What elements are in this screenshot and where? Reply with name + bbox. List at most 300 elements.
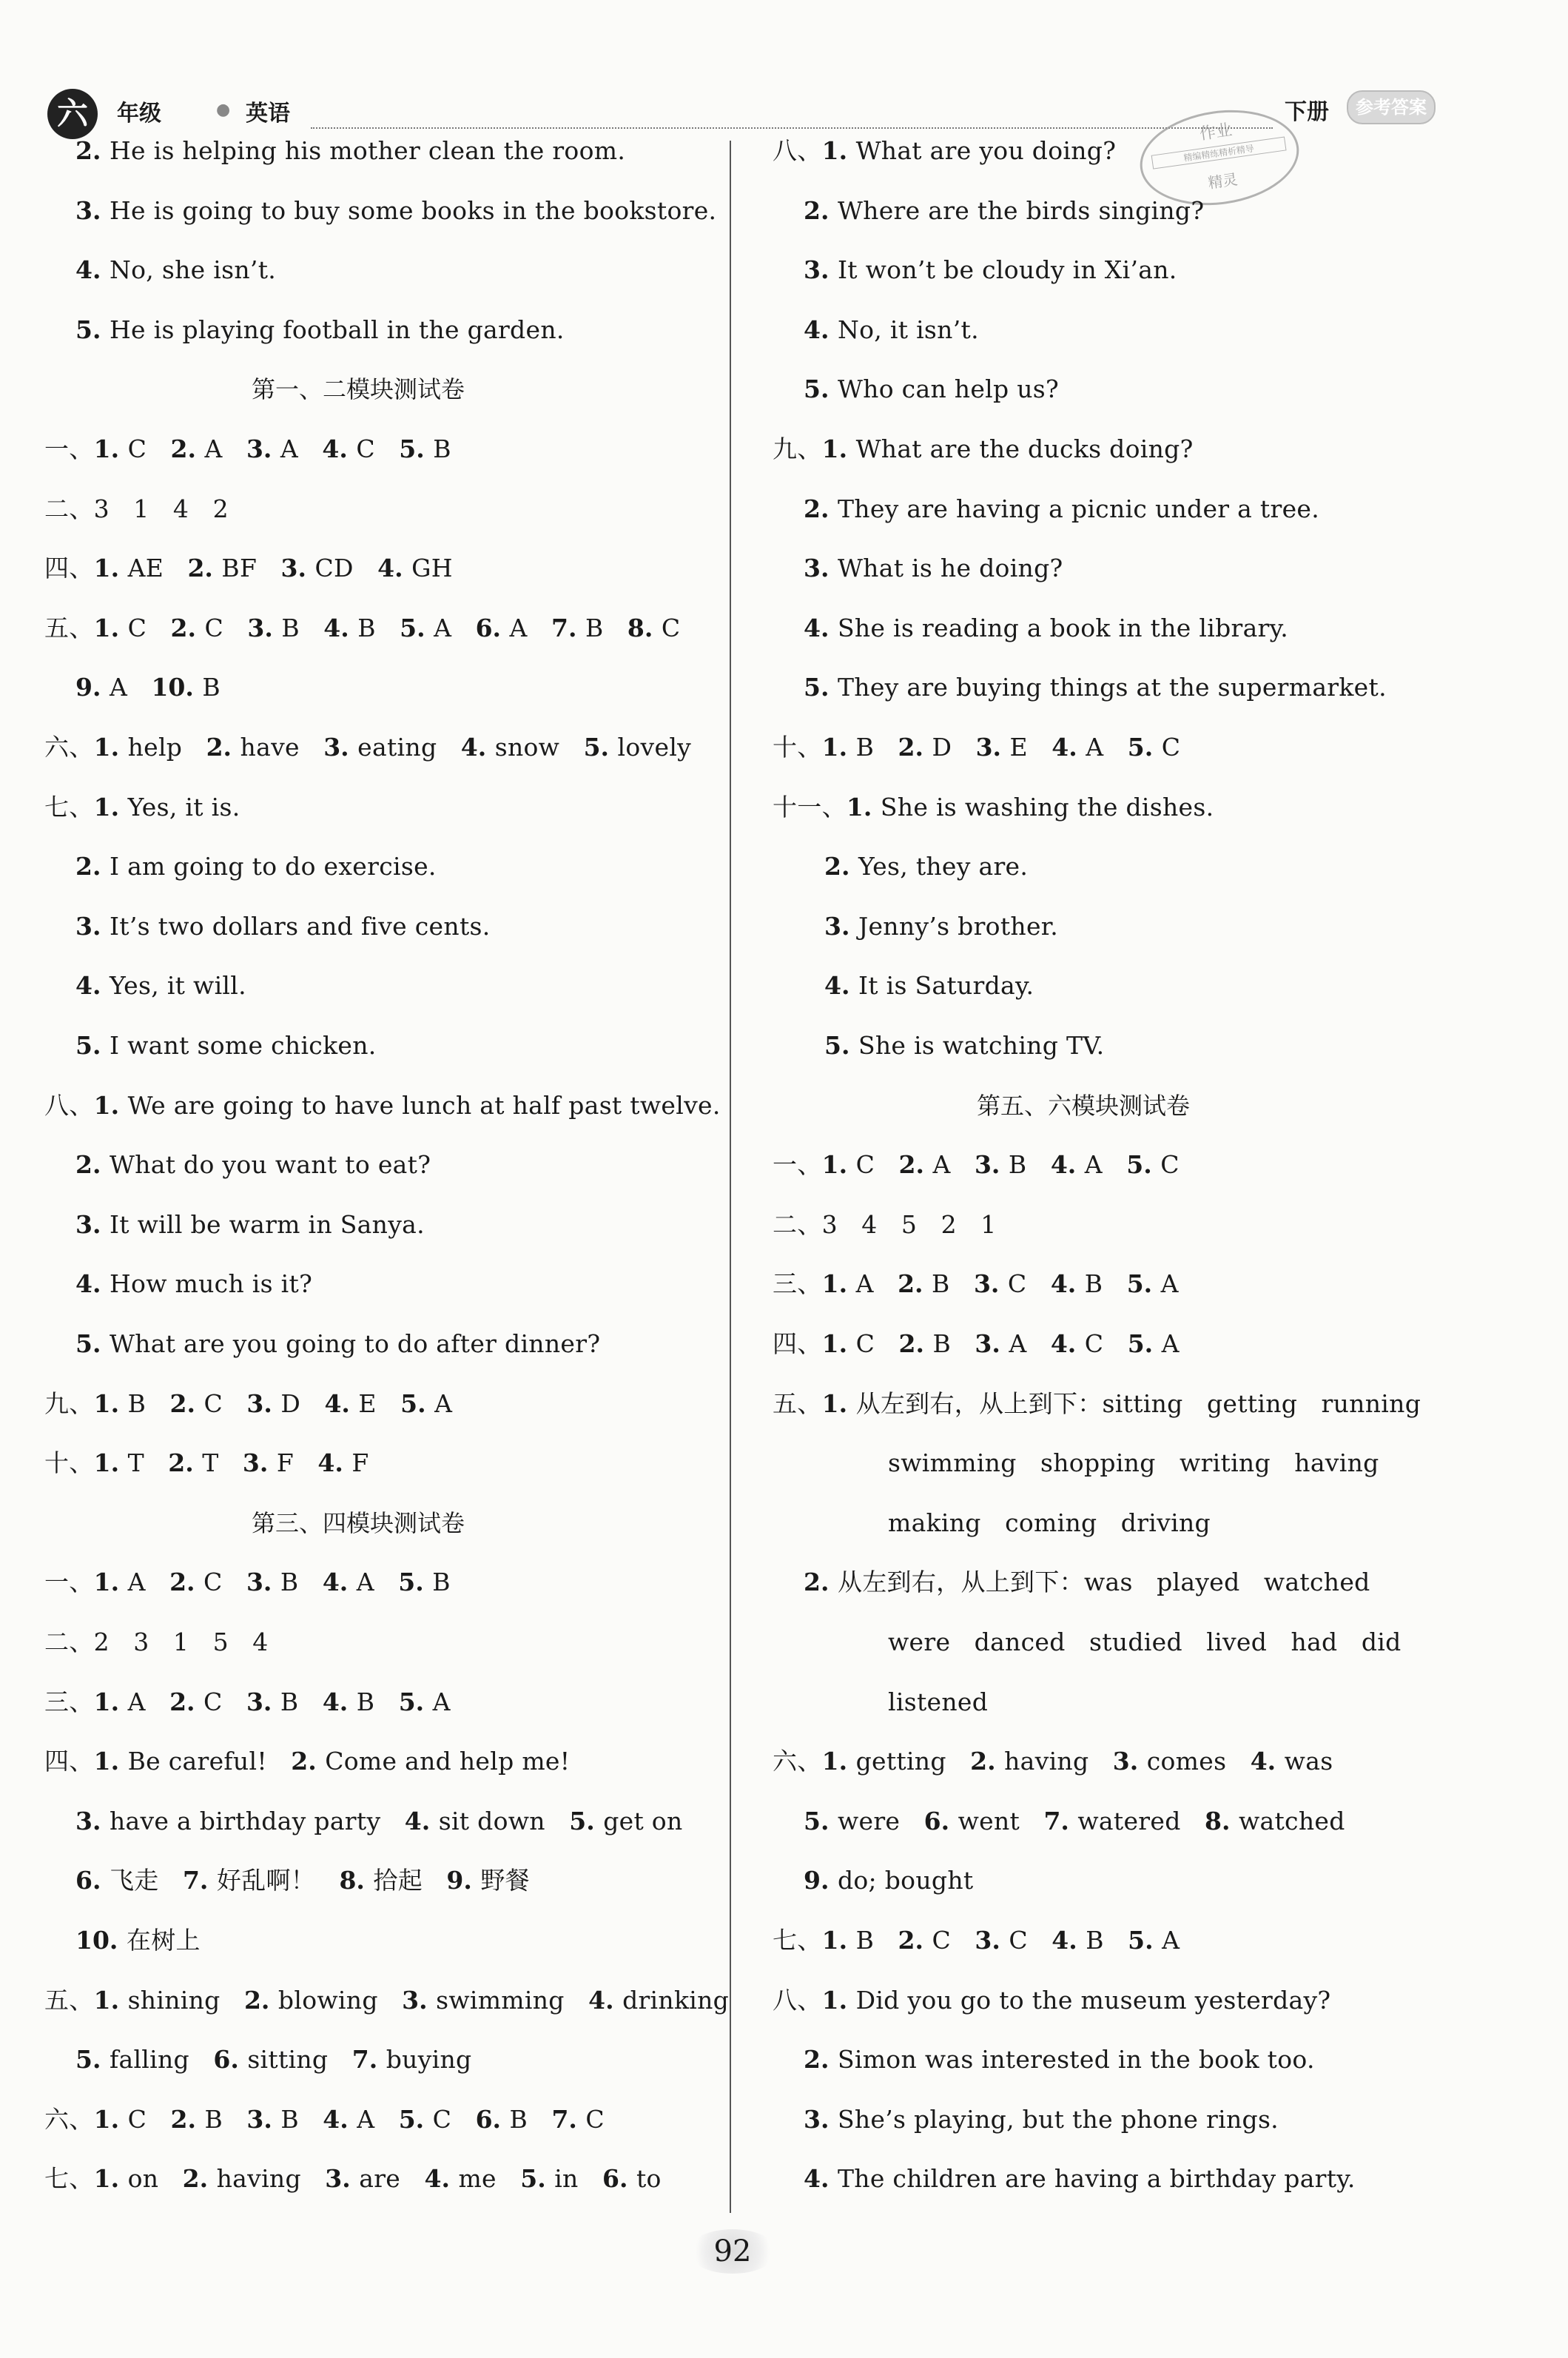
answer-line — [888, 1626, 1402, 1659]
answer-text: Yes, it will. — [109, 971, 246, 1001]
answer-line — [44, 1566, 451, 1599]
answer-line — [773, 1745, 1333, 1778]
answer-line — [44, 1626, 269, 1659]
item-number: 2. — [170, 434, 205, 463]
answers-badge: 参考答案 — [1347, 90, 1436, 124]
answer-text: What are you going to do after dinner? — [109, 1329, 601, 1358]
answer-text: 六、 — [44, 733, 94, 762]
answer-text: They are having a picnic under a tree. — [837, 494, 1320, 523]
volume-label: 下册 — [1285, 99, 1329, 125]
answer-line — [804, 373, 1059, 406]
item-number: 5. — [804, 673, 838, 702]
item-number: 1. — [93, 2104, 128, 2134]
answer-text: 八、 — [44, 1090, 94, 1120]
answer-text: Be careful! — [127, 1747, 292, 1776]
item-number: 2. — [169, 1687, 204, 1716]
item-number: 4. — [404, 1806, 439, 1835]
item-number: 1. — [93, 434, 128, 463]
answer-text: B — [127, 1388, 170, 1418]
answer-text: 从左到右，从上到下：was played watched — [837, 1568, 1370, 1597]
item-number: 1. — [821, 1388, 856, 1418]
answer-text: Jenny’s brother. — [858, 911, 1059, 941]
item-number: 2. — [898, 1269, 932, 1299]
item-number: 2. — [804, 1568, 838, 1597]
answer-text: GH — [411, 554, 453, 583]
item-number: 2. — [170, 2104, 205, 2134]
answer-line — [824, 1029, 1104, 1062]
item-number: 4. — [1050, 1150, 1085, 1180]
answer-text: 一、 — [44, 1568, 94, 1597]
item-number: 6. — [923, 1806, 958, 1835]
answer-text: swimming — [436, 1985, 589, 2015]
answer-text: B — [281, 613, 324, 642]
answer-text: B — [1086, 1926, 1128, 1955]
answer-line — [773, 791, 1214, 824]
item-number: 5. — [398, 1687, 433, 1716]
answer-text: C — [127, 434, 171, 463]
answer-line — [75, 1268, 312, 1300]
answer-text: 六、 — [44, 2104, 94, 2134]
answer-text: buying — [386, 2045, 472, 2075]
answer-line — [888, 1507, 1211, 1539]
answer-text: swimming shopping writing having — [888, 1448, 1379, 1478]
answer-text: 拾起 — [373, 1866, 447, 1895]
item-number: 5. — [804, 374, 838, 404]
answer-text: A — [357, 2104, 399, 2134]
answer-line — [804, 671, 1387, 704]
answer-text: sitting — [247, 2045, 352, 2075]
answer-text: Yes, they are. — [858, 852, 1029, 881]
item-number: 8. — [1205, 1806, 1239, 1835]
item-number: 3. — [804, 2104, 838, 2134]
item-number: 4. — [804, 613, 838, 642]
item-number: 1. — [93, 1388, 128, 1418]
answer-line — [44, 1447, 369, 1479]
item-number: 4. — [322, 1568, 357, 1597]
item-number: 4. — [460, 733, 495, 762]
item-number: 2. — [824, 852, 858, 881]
answer-text: BF — [221, 554, 281, 583]
answer-text: We are going to have lunch at half past twelve. — [127, 1090, 721, 1120]
answer-text: Did you go to the museum yesterday? — [855, 1985, 1331, 2015]
answer-text: C — [203, 1568, 246, 1597]
answer-text: B — [855, 733, 898, 762]
item-number: 4. — [804, 2164, 838, 2194]
answer-text: went — [958, 1806, 1044, 1835]
section-title: 第三、四模块测试卷 — [252, 1508, 465, 1537]
item-number: 3. — [402, 1985, 437, 2015]
answer-text: 七、 — [44, 2164, 94, 2194]
answer-text: C — [1007, 1269, 1051, 1299]
answer-text: 十一、 — [773, 792, 847, 822]
answer-text: F — [276, 1448, 318, 1478]
answer-line — [44, 433, 451, 466]
answer-text: I am going to do exercise. — [109, 852, 437, 881]
answer-text: C — [585, 2104, 605, 2134]
answer-text: having — [216, 2164, 326, 2194]
item-number: 4. — [323, 613, 358, 642]
answer-text: C — [855, 1150, 899, 1180]
answer-text: C — [203, 1687, 246, 1716]
answer-line — [773, 433, 1194, 466]
answer-line — [75, 254, 276, 286]
page-header — [44, 83, 1517, 142]
answer-text: 四、 — [773, 1329, 822, 1358]
item-number: 5. — [520, 2164, 555, 2194]
item-number: 7. — [182, 1866, 217, 1895]
answer-text: A — [356, 1568, 399, 1597]
answer-text: are — [359, 2164, 425, 2194]
answer-text: 飞走 — [109, 1866, 183, 1895]
answer-text: eating — [357, 733, 461, 762]
item-number: 3. — [75, 911, 110, 941]
answer-text: B — [432, 1568, 451, 1597]
answer-text: getting — [855, 1747, 971, 1776]
page-number: 92 — [688, 2229, 777, 2274]
answer-text: A — [1162, 1926, 1180, 1955]
answer-line — [44, 1686, 451, 1719]
item-number: 2. — [804, 195, 838, 225]
answer-line — [773, 1924, 1180, 1957]
item-number: 1. — [821, 434, 856, 463]
item-number: 1. — [93, 613, 128, 642]
item-number: 9. — [75, 673, 110, 702]
answer-text: It will be warm in Sanya. — [109, 1209, 425, 1239]
item-number: 3. — [804, 554, 838, 583]
item-number: 1. — [93, 792, 128, 822]
answer-text: were danced studied lived had did — [888, 1628, 1402, 1656]
answer-text: B — [932, 1269, 974, 1299]
answer-text: have — [240, 733, 324, 762]
item-number: 1. — [821, 1150, 856, 1180]
separator-dot-icon: ● — [216, 101, 231, 119]
answer-text: T — [202, 1448, 243, 1478]
answer-line — [44, 2163, 662, 2195]
answer-text: B — [280, 1568, 323, 1597]
answer-line — [804, 254, 1177, 286]
answer-text: A — [509, 613, 552, 642]
answer-text: B — [1084, 1269, 1127, 1299]
item-number: 6. — [213, 2045, 248, 2075]
answer-text: help — [127, 733, 206, 762]
answer-line — [888, 1686, 988, 1719]
item-number: 5. — [804, 1806, 838, 1835]
item-number: 2. — [243, 1985, 278, 2015]
answer-text: No, it isn’t. — [837, 315, 979, 344]
answer-text: D — [280, 1388, 325, 1418]
item-number: 2. — [898, 1329, 933, 1358]
answer-text: A — [1084, 1150, 1127, 1180]
item-number: 2. — [804, 494, 838, 523]
item-number: 3. — [323, 733, 358, 762]
answer-line — [773, 1149, 1180, 1181]
answer-text: C — [356, 434, 400, 463]
answer-text: It won’t be cloudy in Xi’an. — [837, 255, 1177, 285]
answer-text: blowing — [277, 1985, 403, 2015]
answer-text: have a birthday party — [109, 1806, 405, 1835]
answer-text: It is Saturday. — [858, 971, 1034, 1001]
item-number: 4. — [804, 315, 838, 344]
answer-text: F — [351, 1448, 369, 1478]
answer-text: E — [358, 1388, 401, 1418]
item-number: 3. — [246, 1568, 280, 1597]
item-number: 2. — [898, 1150, 933, 1180]
answer-text: A — [280, 434, 323, 463]
answer-text: A — [434, 613, 476, 642]
item-number: 1. — [821, 1329, 856, 1358]
answer-text: T — [127, 1448, 169, 1478]
answer-text: C — [204, 613, 248, 642]
answer-line — [773, 731, 1180, 764]
item-number: 8. — [339, 1866, 374, 1895]
answer-line — [824, 850, 1028, 883]
answer-text: 七、 — [44, 792, 94, 822]
item-number: 1. — [93, 1747, 128, 1776]
answer-line — [804, 195, 1204, 227]
answer-text: on — [127, 2164, 183, 2194]
answer-line — [773, 135, 1116, 167]
item-number: 2. — [804, 2045, 838, 2075]
answer-text: C — [1160, 1150, 1180, 1180]
answer-line — [75, 1209, 425, 1241]
grade-badge: 六 — [47, 89, 98, 139]
answer-text: AE — [127, 554, 188, 583]
answer-text: A — [434, 1388, 453, 1418]
grade-label: 年级 — [117, 101, 161, 127]
answer-text: B — [356, 1687, 399, 1716]
answer-text: A — [1009, 1329, 1051, 1358]
answer-text: E — [1009, 733, 1052, 762]
item-number: 1. — [93, 554, 128, 583]
item-number: 4. — [1050, 1329, 1085, 1358]
answer-text: get on — [603, 1806, 683, 1835]
item-number: 2. — [182, 2164, 217, 2194]
answer-line — [44, 493, 229, 525]
item-number: 1. — [821, 1985, 856, 2015]
answer-text: 五、 — [773, 1388, 822, 1418]
answer-text: A — [127, 1568, 170, 1597]
answer-text: 四、 — [44, 554, 94, 583]
item-number: 10. — [151, 673, 203, 702]
item-number: 5. — [1128, 1926, 1162, 1955]
item-number: 2. — [898, 1926, 932, 1955]
answer-text: Simon was interested in the book too. — [837, 2045, 1315, 2075]
answer-text: She is watching TV. — [858, 1031, 1105, 1060]
answer-text: making coming driving — [888, 1508, 1211, 1537]
answer-text: 野餐 — [480, 1866, 530, 1895]
answer-text: 好乱啊！ — [216, 1866, 340, 1895]
item-number: 1. — [821, 1747, 856, 1776]
answer-text: How much is it? — [109, 1269, 313, 1299]
item-number: 2. — [75, 1150, 110, 1180]
answer-line — [804, 1864, 973, 1897]
answer-text: C — [1084, 1329, 1128, 1358]
answer-text: He is helping his mother clean the room. — [109, 136, 626, 165]
stamp-middle-text: 精编精练精析精导 — [1151, 136, 1287, 169]
answer-line — [804, 2163, 1356, 2195]
item-number: 3. — [246, 1687, 280, 1716]
answer-text: C — [932, 1926, 975, 1955]
answer-text: No, she isn’t. — [109, 255, 277, 285]
answer-text: 八、 — [773, 1985, 822, 2015]
answer-line — [773, 1268, 1179, 1300]
answer-line — [44, 791, 240, 824]
item-number: 2. — [75, 136, 110, 165]
answer-text: B — [932, 1329, 975, 1358]
answer-text: shining — [127, 1985, 244, 2015]
answer-text: 五、 — [44, 1985, 94, 2015]
answer-line — [888, 1447, 1379, 1479]
item-number: 3. — [246, 2104, 281, 2134]
item-number: 3. — [325, 2164, 360, 2194]
item-number: 3. — [973, 1269, 1008, 1299]
answer-text: 六、 — [773, 1747, 822, 1776]
answer-line — [773, 1328, 1180, 1360]
answer-text: 九、 — [773, 434, 822, 463]
answer-line — [804, 314, 979, 346]
answer-line — [75, 1149, 431, 1181]
answer-text: drinking — [622, 1985, 730, 2015]
answer-text: C — [1161, 733, 1181, 762]
answer-text: B — [280, 1687, 323, 1716]
item-number: 5. — [1126, 1269, 1161, 1299]
item-number: 4. — [424, 2164, 459, 2194]
answer-text: 从左到右，从上到下：sitting getting running — [855, 1388, 1421, 1418]
answer-line — [75, 195, 716, 227]
item-number: 9. — [446, 1866, 481, 1895]
answer-text: B — [433, 434, 451, 463]
answer-line — [773, 1388, 1421, 1420]
answer-text: B — [1008, 1150, 1051, 1180]
item-number: 5. — [75, 2045, 110, 2075]
item-number: 3. — [804, 255, 838, 285]
answer-text: It’s two dollars and five cents. — [109, 911, 491, 941]
item-number: 4. — [75, 255, 110, 285]
answer-text: What are the ducks doing? — [855, 434, 1194, 463]
item-number: 5. — [398, 1568, 433, 1597]
item-number: 3. — [1112, 1747, 1147, 1776]
answer-line — [44, 1745, 570, 1778]
answer-text: A — [1160, 1269, 1179, 1299]
answer-text: B — [509, 2104, 552, 2134]
answer-text: What is he doing? — [837, 554, 1063, 583]
answer-text: me — [458, 2164, 521, 2194]
answer-text: 八、 — [773, 136, 822, 165]
item-number: 4. — [322, 1687, 357, 1716]
item-number: 5. — [1126, 1150, 1161, 1180]
answer-text: They are buying things at the supermarket. — [837, 673, 1387, 702]
answer-line — [804, 2043, 1315, 2076]
answer-text: Who can help us? — [837, 374, 1060, 404]
answer-text: C — [432, 2104, 476, 2134]
answer-text: C — [127, 2104, 171, 2134]
answer-text: B — [855, 1926, 898, 1955]
item-number: 6. — [475, 2104, 510, 2134]
item-number: 6. — [75, 1866, 110, 1895]
answer-text: He is playing football in the garden. — [109, 315, 565, 344]
item-number: 2. — [169, 1388, 204, 1418]
answer-text: D — [932, 733, 976, 762]
answer-text: 九、 — [44, 1388, 94, 1418]
answer-text: A — [432, 1687, 451, 1716]
answer-line — [804, 493, 1319, 525]
item-number: 3. — [246, 1388, 281, 1418]
item-number: 4. — [1051, 733, 1086, 762]
answer-text: C — [203, 1388, 247, 1418]
item-number: 3. — [247, 613, 282, 642]
answer-line — [44, 1984, 729, 2017]
item-number: 7. — [351, 2045, 386, 2075]
answer-text: C — [855, 1329, 899, 1358]
item-number: 2. — [170, 613, 205, 642]
column-divider — [730, 141, 731, 2213]
answer-line — [804, 1566, 1370, 1599]
item-number: 2. — [168, 1448, 203, 1478]
item-number: 3. — [974, 1150, 1009, 1180]
answer-text: in — [554, 2164, 602, 2194]
item-number: 4. — [75, 1269, 110, 1299]
item-number: 5. — [75, 1031, 110, 1060]
answer-text: falling — [109, 2045, 214, 2075]
item-number: 2. — [206, 733, 240, 762]
item-number: 1. — [93, 1568, 128, 1597]
answer-line — [75, 671, 221, 704]
answer-text: snow — [494, 733, 584, 762]
answer-text: CD — [314, 554, 378, 583]
item-number: 4. — [317, 1448, 352, 1478]
answer-text: C — [127, 613, 171, 642]
answer-line — [773, 1209, 997, 1241]
answer-text: 二、3 4 5 2 1 — [773, 1209, 997, 1239]
answer-line — [75, 1805, 683, 1838]
item-number: 4. — [324, 1388, 359, 1418]
answer-text: 七、 — [773, 1926, 822, 1955]
item-number: 3. — [824, 911, 858, 941]
item-number: 1. — [93, 2164, 128, 2194]
answer-line — [44, 1388, 452, 1420]
item-number: 1. — [93, 1687, 128, 1716]
answer-text: Come and help me! — [325, 1747, 571, 1776]
answer-line — [44, 2103, 605, 2136]
answer-line — [75, 850, 437, 883]
item-number: 1. — [821, 733, 856, 762]
item-number: 6. — [602, 2164, 636, 2194]
item-number: 5. — [75, 315, 110, 344]
answer-line — [75, 1864, 530, 1897]
item-number: 2. — [898, 733, 932, 762]
answer-text: 三、 — [773, 1269, 822, 1299]
answer-text: B — [202, 673, 221, 702]
item-number: 9. — [804, 1866, 838, 1895]
item-number: 5. — [1127, 733, 1162, 762]
answer-text: do; bought — [837, 1866, 974, 1895]
item-number: 3. — [280, 554, 315, 583]
item-number: 1. — [821, 1926, 856, 1955]
item-number: 3. — [975, 733, 1010, 762]
item-number: 5. — [400, 613, 434, 642]
answer-text: B — [204, 2104, 247, 2134]
answer-text: 一、 — [44, 434, 94, 463]
item-number: 8. — [627, 613, 662, 642]
item-number: 2. — [75, 852, 110, 881]
item-number: 4. — [75, 971, 110, 1001]
answer-line — [773, 1984, 1330, 2017]
answer-text: 一、 — [773, 1150, 822, 1180]
answer-line — [75, 1328, 600, 1360]
item-number: 7. — [551, 2104, 586, 2134]
answer-line — [75, 314, 565, 346]
answer-text: watered — [1077, 1806, 1205, 1835]
